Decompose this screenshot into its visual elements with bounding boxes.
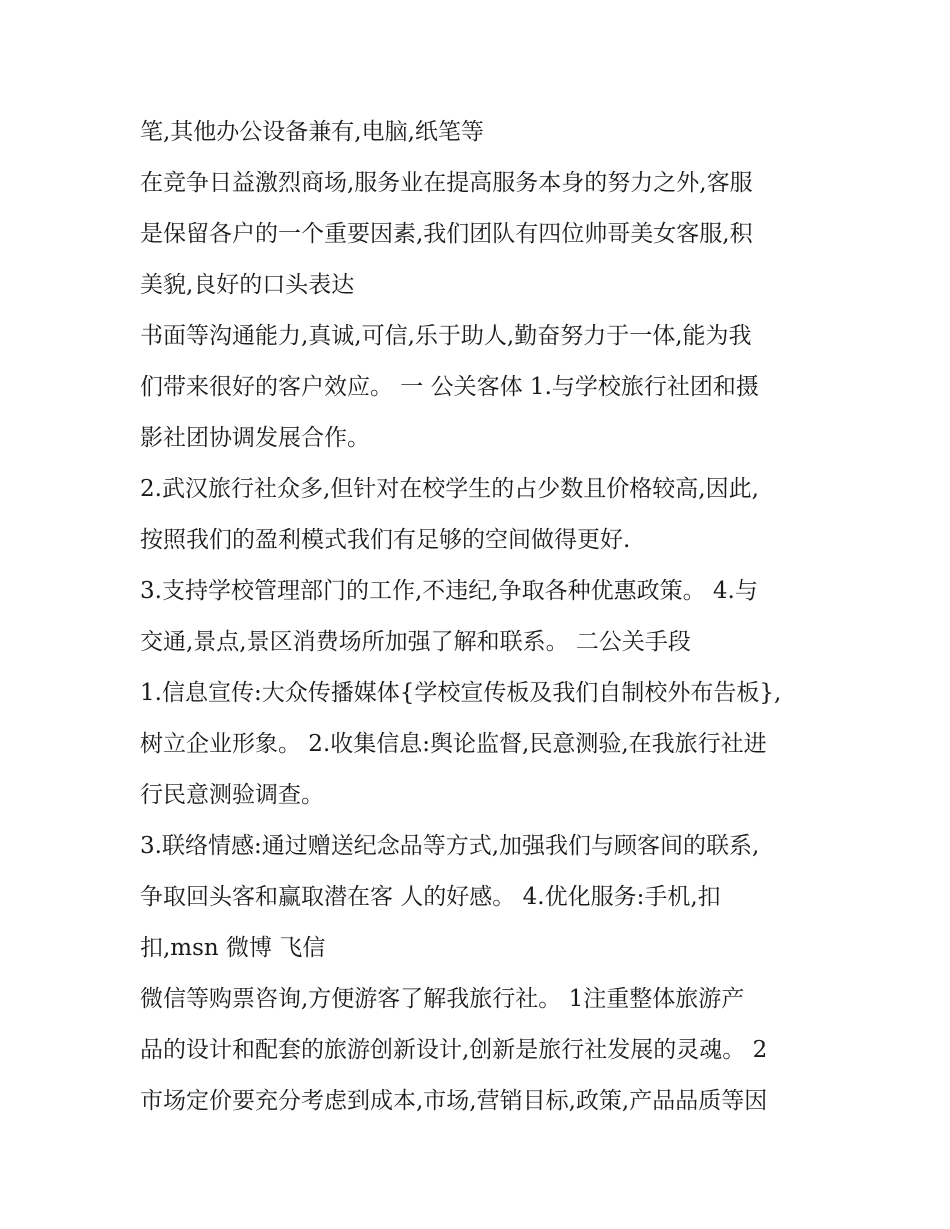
text-line: 3.联络情感:通过赠送纪念品等方式,加强我们与顾客间的联系, — [140, 833, 760, 859]
text-line: 行民意测验调查。 — [140, 782, 324, 808]
text-line: 们带来很好的客户效应。 一 公关客体 1.与学校旅行社团和摄 — [140, 374, 759, 400]
text-line: 1.信息宣传:大众传播媒体{学校宣传板及我们自制校外布告板}, — [140, 680, 782, 706]
body-text — [140, 107, 820, 1127]
text-line: 微信等购票咨询,方便游客了解我旅行社。 1注重整体旅游产 — [140, 986, 745, 1012]
text-line: 争取回头客和赢取潜在客 人的好感。 4.优化服务:手机,扣 — [140, 884, 721, 910]
text-line: 树立企业形象。 2.收集信息:舆论监督,民意测验,在我旅行社进 — [140, 731, 767, 757]
text-line: 品的设计和配套的旅游创新设计,创新是旅行社发展的灵魂。 2 — [140, 1037, 768, 1063]
text-line: 美貌,良好的口头表达 — [140, 272, 355, 298]
text-line: 交通,景点,景区消费场所加强了解和联系。 二公关手段 — [140, 629, 691, 655]
text-line: 影社团协调发展合作。 — [140, 425, 370, 451]
text-line: 是保留各户的一个重要因素,我们团队有四位帅哥美女客服,积 — [140, 221, 753, 247]
text-line: 2.武汉旅行社众多,但针对在校学生的占少数且价格较高,因此, — [140, 476, 759, 502]
text-line: 笔,其他办公设备兼有,电脑,纸笔等 — [140, 119, 484, 145]
text-line: 市场定价要充分考虑到成本,市场,营销目标,政策,产品品质等因 — [140, 1088, 768, 1114]
text-line: 按照我们的盈利模式我们有足够的空间做得更好. — [140, 527, 631, 553]
text-line: 3.支持学校管理部门的工作,不违纪,争取各种优惠政策。 4.与 — [140, 578, 758, 604]
text-line: 扣,msn 微博 飞信 — [140, 935, 326, 961]
text-line: 在竞争日益激烈商场,服务业在提高服务本身的努力之外,客服 — [140, 170, 753, 196]
text-line: 书面等沟通能力,真诚,可信,乐于助人,勤奋努力于一体,能为我 — [140, 323, 752, 349]
